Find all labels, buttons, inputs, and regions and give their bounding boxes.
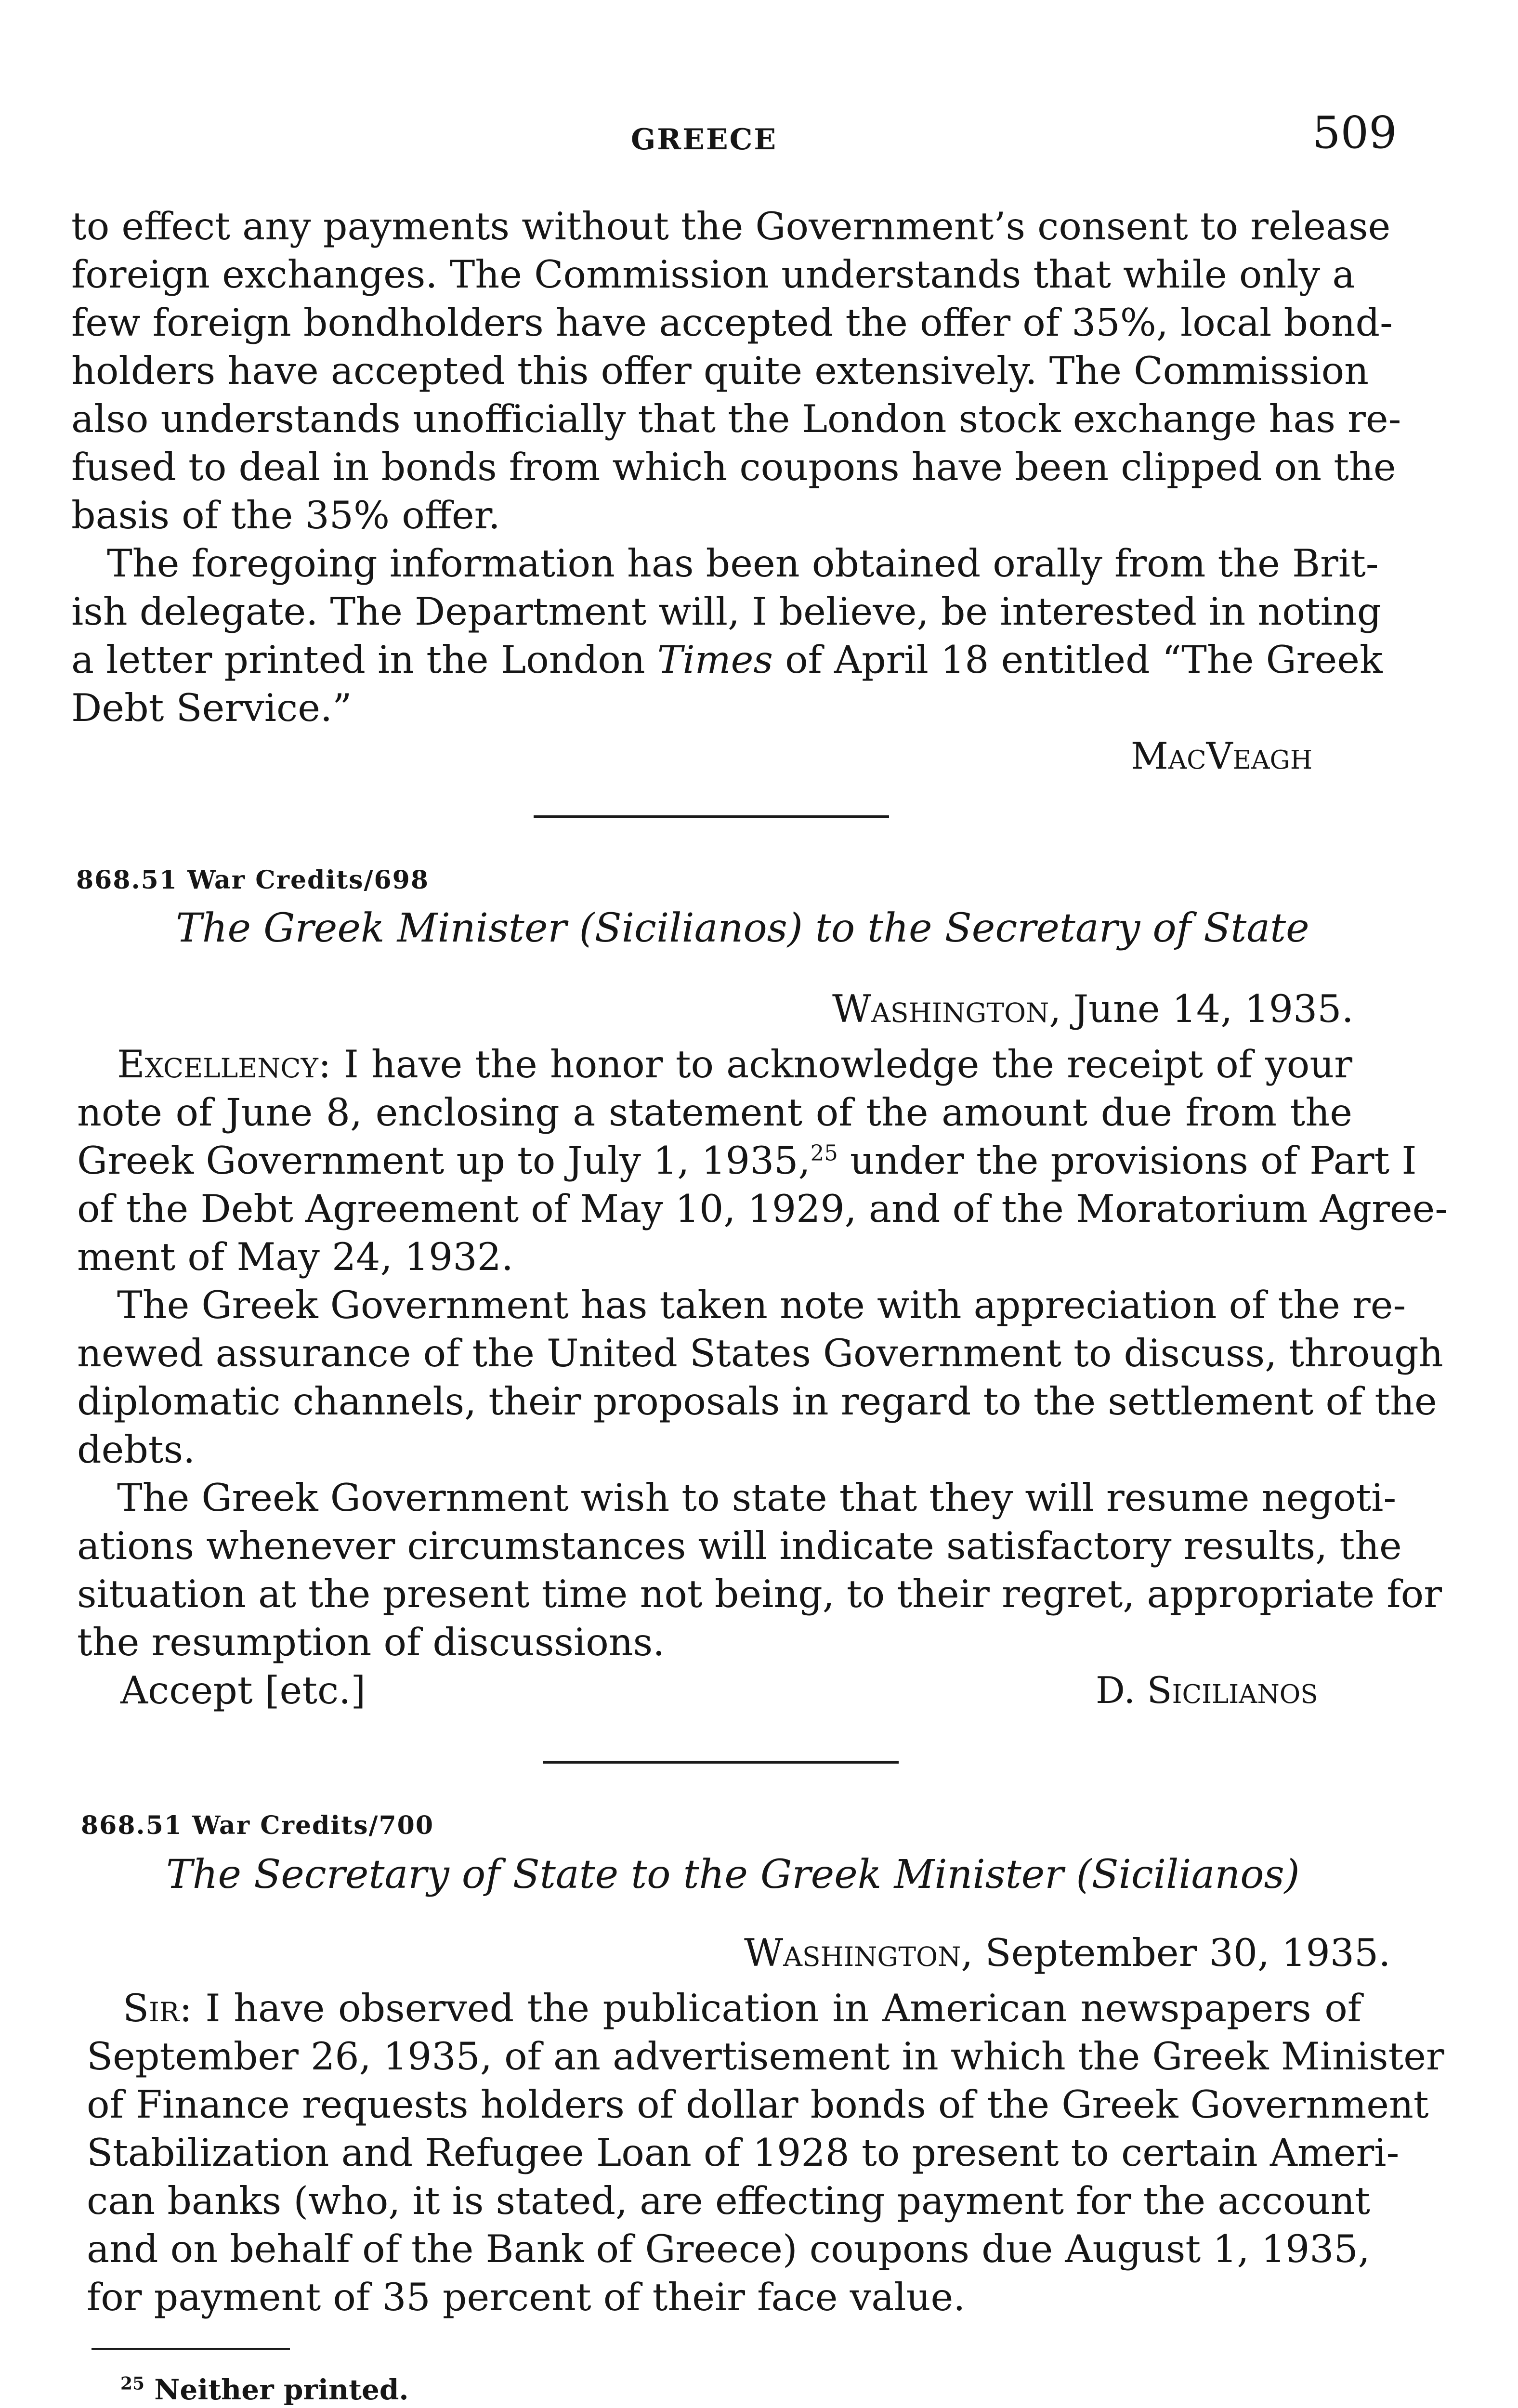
file-number: 868.51 War Credits/698 [76, 865, 429, 895]
section-divider [543, 1761, 899, 1764]
footnote-text: Neither printed. [144, 2373, 409, 2406]
text-line: can banks (who, it is stated, are effecting payment for the account [87, 2179, 1370, 2223]
text-line: ment of May 24, 1932. [77, 1235, 513, 1279]
document-title [166, 1852, 1300, 1898]
text-line: The foregoing information has been obtained orally from the Brit- [107, 541, 1379, 586]
salutation: Sir [123, 1986, 180, 2030]
text-line: September 26, 1935, of an advertisement in which the Greek Minister [87, 2034, 1444, 2079]
closing: Accept [etc.] [120, 1668, 366, 1713]
title-name: Sicilianos [594, 905, 787, 951]
text-line: and on behalf of the Bank of Greece) coupons due August 1, 1935, [87, 2227, 1370, 2271]
text-span: Greek Government up to July 1, 1935, [77, 1139, 811, 1183]
text-line: basis of the 35% offer. [71, 493, 500, 537]
text-line [71, 636, 1383, 684]
footnote-ref: 25 [810, 1140, 838, 1166]
date: , June 14, 1935. [1049, 987, 1354, 1031]
text-line: situation at the present time not being, to their regret, appropriate for [77, 1572, 1442, 1616]
text-line: diplomatic channels, their proposals in regard to the settlement of the [77, 1379, 1437, 1424]
date: , September 30, 1935. [961, 1931, 1391, 1975]
text-line: note of June 8, enclosing a statement of the amount due from the [77, 1090, 1352, 1135]
text-line: debts. [77, 1427, 196, 1472]
text-line: foreign exchanges. The Commission understands that while only a [71, 252, 1355, 297]
title-part: ) to the Secretary of State [787, 905, 1309, 951]
footnote [120, 2373, 409, 2406]
text-span: under the provisions of Part I [838, 1139, 1417, 1183]
text-span: of April 18 entitled “The Greek [772, 638, 1383, 682]
text-line: Stabilization and Refugee Loan of 1928 to present to certain Ameri- [87, 2131, 1400, 2175]
dateline [744, 1929, 1390, 1977]
title-part: ) [1284, 1852, 1300, 1898]
running-title: GREECE [631, 123, 778, 157]
text-line: newed assurance of the United States Government to discuss, through [77, 1331, 1443, 1375]
document-title [176, 905, 1309, 951]
place: Washington [744, 1931, 961, 1975]
footnote-rule [92, 2348, 290, 2350]
text-line: Debt Service.” [71, 686, 352, 730]
text-line: the resumption of discussions. [77, 1620, 665, 1664]
text-span: a letter printed in the London [71, 638, 657, 682]
newspaper-name: Times [657, 638, 773, 682]
salutation: Excellency [117, 1042, 318, 1086]
title-part: The Secretary of State to the Greek Minister ( [166, 1852, 1092, 1898]
text-line [117, 1040, 1352, 1088]
signature-macveagh: MacVeagh [1131, 734, 1313, 777]
text-line [77, 1137, 1417, 1185]
text-line: ish delegate. The Department will, I believe, be interested in noting [71, 589, 1382, 634]
text-line: of the Debt Agreement of May 10, 1929, and of the Moratorium Agree- [77, 1187, 1448, 1231]
text-line: holders have accepted this offer quite extensively. The Commission [71, 349, 1369, 393]
text-line: few foreign bondholders have accepted the offer of 35%, local bond- [71, 301, 1393, 345]
text-line [123, 1984, 1361, 2032]
text-line: to effect any payments without the Government’s consent to release [71, 204, 1391, 249]
signature-sicilianos: D. Sicilianos [1096, 1669, 1318, 1712]
text-line: The Greek Government has taken note with appreciation of the re- [117, 1283, 1406, 1327]
title-part: The Greek Minister ( [176, 905, 595, 951]
footnote-mark: 25 [120, 2373, 145, 2394]
text-line: ations whenever circumstances will indicate satisfactory results, the [77, 1524, 1402, 1568]
place: Washington [832, 987, 1049, 1031]
text-line: for payment of 35 percent of their face value. [87, 2275, 966, 2319]
file-number: 868.51 War Credits/700 [81, 1811, 434, 1840]
text-line: also understands unofficially that the London stock exchange has re- [71, 397, 1401, 441]
text-span: : I have the honor to acknowledge the receipt of your [318, 1042, 1352, 1086]
text-span: : I have observed the publication in American newspapers of [179, 1986, 1361, 2030]
text-line: The Greek Government wish to state that they will resume negoti- [117, 1476, 1397, 1520]
section-divider [534, 815, 889, 818]
text-line: of Finance requests holders of dollar bonds of the Greek Government [87, 2082, 1429, 2127]
title-name: Sicilianos [1091, 1852, 1284, 1898]
page-number: 509 [1312, 107, 1397, 158]
text-line: fused to deal in bonds from which coupons have been clipped on the [71, 445, 1396, 489]
dateline [832, 985, 1354, 1033]
